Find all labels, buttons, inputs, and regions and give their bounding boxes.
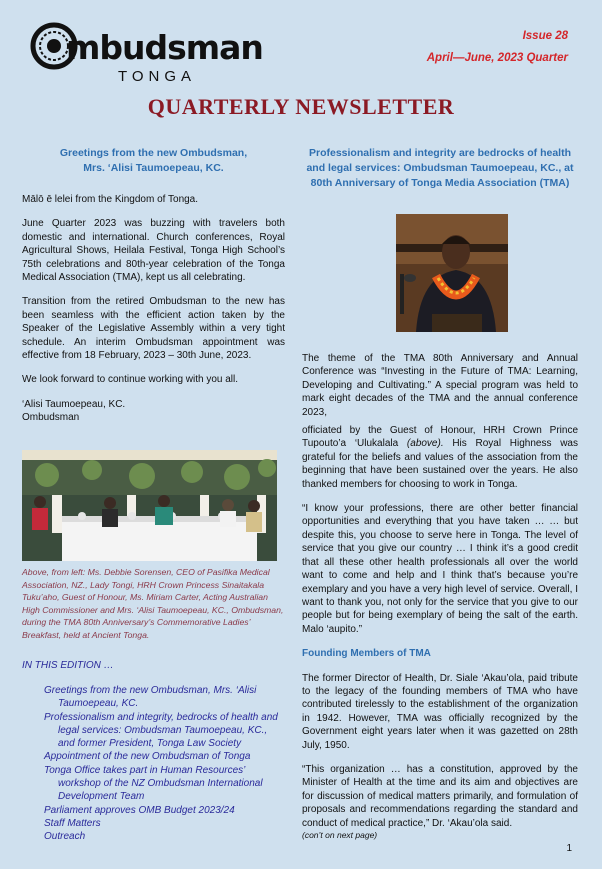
greeting-heading: Greetings from the new Ombudsman, Mrs. ‘Alisi Taumoepeau, KC.: [59, 147, 248, 174]
body-paragraph: The theme of the TMA 80th Anniversary and Annual Conference was “Investing in the Future of TMA: Learning, Developing and Cultivating.” A special program was held to mark eight decades of the TMA and the annual conference 2023,: [302, 353, 578, 418]
logo-wordmark: mbudsman: [66, 28, 263, 67]
quote-paragraph: “I know your professions, there are other better financial opportunities and everything that you have taken … … but despite this, you choose to serve here in Tonga. The level of service that you give our country … I think it’s a good credit that all these other health professionals all over the world want to come and help and I think that’s because you’re exemplary and you have a very high level of service. Overall, I want to thank you, not only for the service that you give to our people but for being exemplary of being the salt of the earth. Malo ‘aupito.”: [302, 503, 578, 635]
greeting-paragraph: Mālō ē lelei from the Kingdom of Tonga.: [22, 194, 199, 205]
toc-item[interactable]: Appointment of the new Ombudsman of Tonga: [44, 751, 251, 763]
signature-block: [22, 398, 285, 425]
article-heading: Professionalism and integrity are bedrocks of health and legal services: Ombudsman Taumoepeau, KC., at 80th Anniversary of Tonga Media Association (TMA): [306, 147, 574, 189]
toc-item[interactable]: Parliament approves OMB Budget 2023/24: [44, 804, 235, 816]
body-paragraph: We look forward to continue working with you all.: [22, 374, 239, 386]
body-paragraph: The former Director of Health, Dr. Siale ‘Akau’ola, paid tribute to the legacy of the founding members of TMA who have contributed tirelessly to the establishment of the organization in 1942. However, TMA was officially recognized by the Government eight years later when it was gazetted on 28th July, 1950.: [302, 672, 578, 751]
toc-item[interactable]: Staff Matters: [44, 817, 101, 829]
quote-paragraph: “This organization … has a constitution, approved by the Minister of Health at the time and its aim and objectives are for discussion of medical matters primarily, and formulation of proposals and recommendations regarding the standard and conduct of medical practice,” Dr. ‘Akau’ola said.: [302, 763, 578, 829]
in-this-edition-heading: IN THIS EDITION …: [22, 660, 114, 671]
toc-item[interactable]: Outreach: [44, 831, 86, 843]
continued-note: (con’t on next page): [302, 830, 378, 840]
toc-item[interactable]: Professionalism and integrity, bedrocks of health and legal services: Ombudsman Taumoepeau, KC., and former President, Tonga Law Society: [44, 711, 278, 750]
crown-prince-photo: [396, 214, 508, 332]
photo-caption: Above, from left: Ms. Debbie Sorensen, CEO of Pasifika Medical Association, NZ., Lady Tongi, HRH Crown Princess Sinaitakala Tuku’aho, Guest of Honour, Ms. Miriam Carter, Acting Australian High Commissioner and Mrs. ‘Alisi Taumoepeau, KC., Ombudsman, during the TMA 80th Anniversary’s Commemorative Ladies’ Breakfast, held at Ancient Tonga.: [22, 567, 284, 640]
body-paragraph: officiated by the Guest of Honour, HRH Crown Prince Tupouto’a ‘Ulukalala (above). His Royal Highness was grateful for the beliefs and values of the association from the beginning that have been sustained over the years. He also thanked members for choosing to work in Tonga.: [302, 425, 578, 490]
issue-number: Issue 28: [522, 30, 568, 42]
right-column-body: [302, 352, 578, 840]
table-of-contents: [44, 684, 282, 844]
issue-quarter: April—June, 2023 Quarter: [426, 52, 568, 64]
breakfast-event-photo: [22, 450, 277, 561]
body-paragraph: Transition from the retired Ombudsman to the new has been seamless with the efficient action taken by the Speaker of the Legislative Assembly within a very tight schedule. An interim Ombudsman appointment was effective from 18 February, 2023 – 30th June, 2023.: [22, 296, 285, 362]
page-number: 1: [566, 843, 572, 854]
newsletter-title: QUARTERLY NEWSLETTER: [147, 94, 455, 119]
signature-title: Ombudsman: [22, 412, 80, 424]
logo-subtitle: TONGA: [118, 68, 197, 85]
body-paragraph: June Quarter 2023 was buzzing with travelers both domestic and international. Church conferences, Royal Agricultural Shows, Heilala Festival, Tonga High School’s 75th celebrations and 80th-year celebration of the Tonga Medical Association (TMA), kept us all celebrating.: [22, 218, 285, 284]
left-column: [22, 146, 285, 436]
signature-name: ‘Alisi Taumoepeau, KC.: [22, 398, 126, 410]
toc-item[interactable]: Greetings from the new Ombudsman, Mrs. ‘Alisi Taumoepeau, KC.: [44, 685, 257, 710]
toc-item[interactable]: Tonga Office takes part in Human Resources’ workshop of the NZ Ombudsman International Development Team: [44, 764, 263, 803]
section-heading: Founding Members of TMA: [302, 648, 431, 660]
